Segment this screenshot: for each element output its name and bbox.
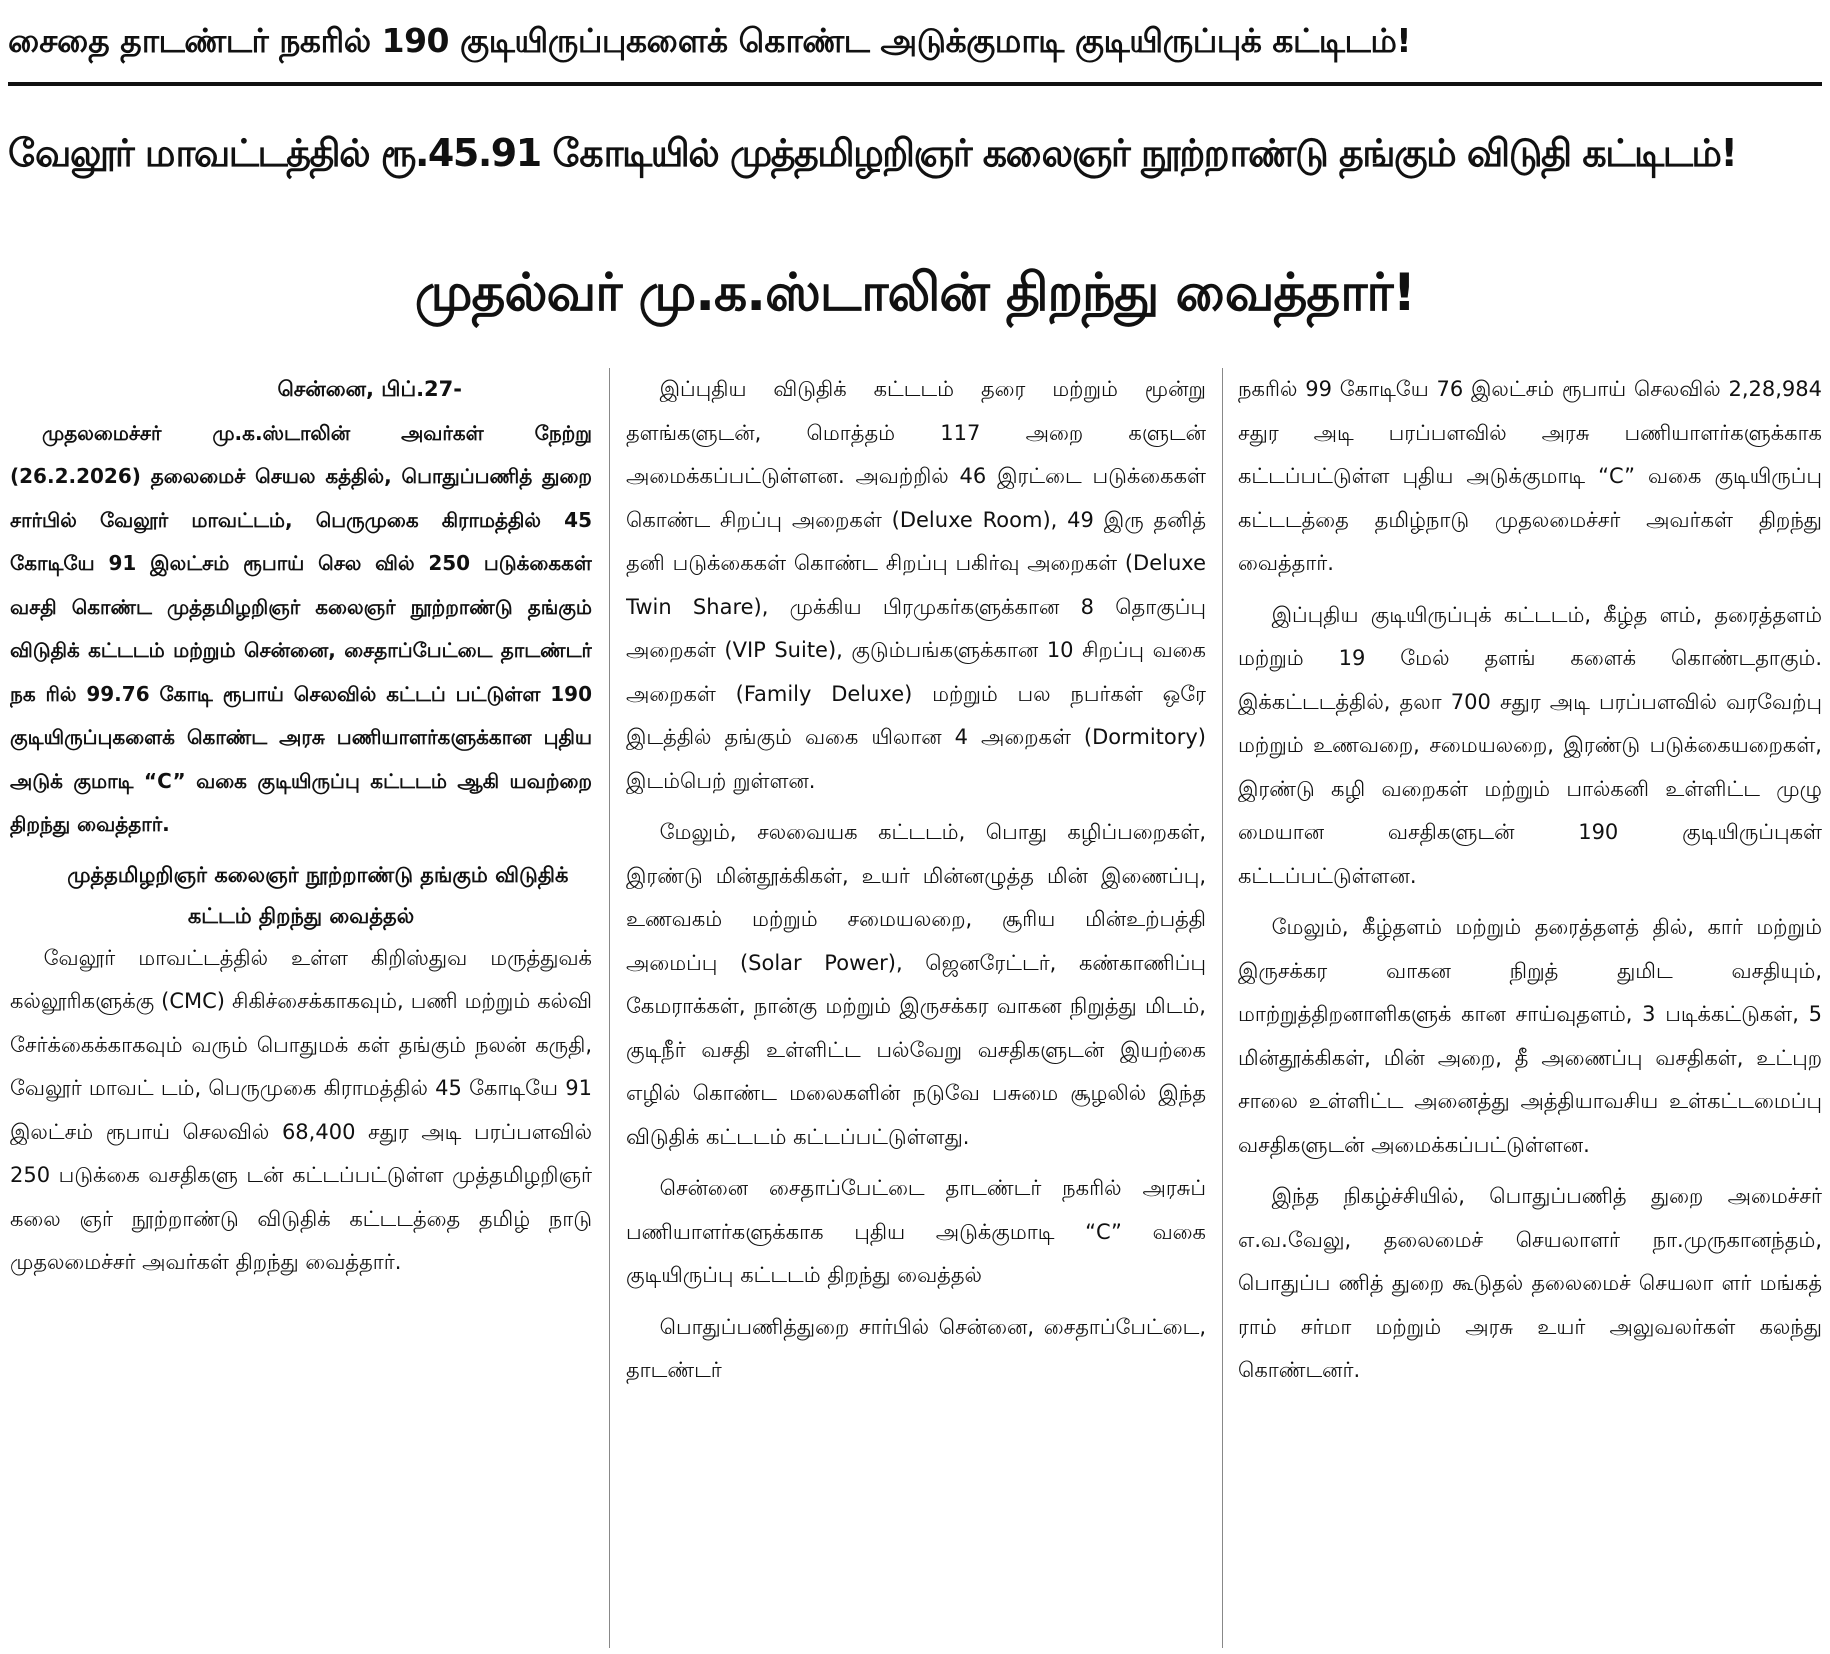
main-headline: வேலூர் மாவட்டத்தில் ரூ.45.91 கோடியில் முத்தமிழறிஞர் கலைஞர் நூற்றாண்டு தங்கும் விடுதி கட்டிடம்! (8, 131, 1737, 175)
article-paragraph: வேலூர் மாவட்டத்தில் உள்ள கிறிஸ்துவ மருத்துவக் கல்லூரிகளுக்கு (CMC) சிகிச்சைக்காகவும், பணி மற்றும் கல்வி சேர்க்கைக்காகவும் வரும் பொதுமக் கள் தங்கும் நலன் கருதி, வேலூர் மாவட் டம், பெருமுகை கிராமத்தில் 45 கோடியே 91 இலட்சம் ரூபாய் செலவில் 68,400 சதுர அடி பரப்பளவில் 250 படுக்கை வசதிகளு டன் கட்டப்பட்டுள்ள முத்தமிழறிஞர் கலை ஞர் நூற்றாண்டு விடுதிக் கட்டடத்தை தமிழ் நாடு முதலமைச்சர் அவர்கள் திறந்து வைத்தார். (10, 945, 592, 1274)
section-subhead: முத்தமிழறிஞர் கலைஞர் நூற்றாண்டு தங்கும் விடுதிக் கட்டம் திறந்து வைத்தல் (67, 862, 569, 928)
column-divider (1222, 368, 1223, 1648)
article-paragraph: பொதுப்பணித்துறை சார்பில் சென்னை, சைதாப்பேட்டை, தாடண்டர் (626, 1314, 1206, 1382)
article-column-1 (10, 368, 592, 1650)
article-paragraph: இப்புதிய குடியிருப்புக் கட்டடம், கீழ்த ளம், தரைத்தளம் மற்றும் 19 மேல் தளங் களைக் கொண்டதாகும். இக்கட்டடத்தில், தலா 700 சதுர அடி பரப்பளவில் வரவேற்பு மற்றும் உணவறை, சமையலறை, இரண்டு படுக்கையறைகள், இரண்டு கழி வறைகள் மற்றும் பால்கனி உள்ளிட்ட முழு மையான வசதிகளுடன் 190 குடியிருப்புகள் கட்டப்பட்டுள்ளன. (1238, 602, 1822, 888)
sub-headline: முதல்வர் மு.க.ஸ்டாலின் திறந்து வைத்தார்! (414, 263, 1416, 323)
article-column-3 (1238, 368, 1822, 1650)
lead-paragraph: முதலமைச்சர் மு.க.ஸ்டாலின் அவர்கள் நேற்று (26.2.2026) தலைமைச் செயல கத்தில், பொதுப்பணித் துறை சார்பில் வேலூர் மாவட்டம், பெருமுகை கிராமத்தில் 45 கோடியே 91 இலட்சம் ரூபாய் செல வில் 250 படுக்கைகள் வசதி கொண்ட முத்தமிழறிஞர் கலைஞர் நூற்றாண்டு தங்கும் விடுதிக் கட்டடம் மற்றும் சென்னை, சைதாப்பேட்டை தாடண்டர் நக ரில் 99.76 கோடி ரூபாய் செலவில் கட்டப் பட்டுள்ள 190 குடியிருப்புகளைக் கொண்ட அரசு பணியாளர்களுக்கான புதிய அடுக் குமாடி “C” வகை குடியிருப்பு கட்டடம் ஆகி யவற்றை திறந்து வைத்தார். (10, 420, 592, 836)
article-column-2 (626, 368, 1206, 1650)
article-paragraph: மேலும், சலவையக கட்டடம், பொது கழிப்பறைகள், இரண்டு மின்தூக்கிகள், உயர் மின்னழுத்த மின் இணைப்பு, உணவகம் மற்றும் சமையலறை, சூரிய மின்உற்பத்தி அமைப்பு (Solar Power), ஜெனரேட்டர், கண்காணிப்பு கேமராக்கள், நான்கு மற்றும் இருசக்கர வாகன நிறுத்து மிடம், குடிநீர் வசதி உள்ளிட்ட பல்வேறு வசதிகளுடன் இயற்கை எழில் கொண்ட மலைகளின் நடுவே பசுமை சூழலில் இந்த விடுதிக் கட்டடம் கட்டப்பட்டுள்ளது. (626, 820, 1206, 1149)
section-subhead-2: சென்னை சைதாப்பேட்டை தாடண்டர் நகரில் அரசுப் பணியாளர்களுக்காக புதிய அடுக்குமாடி “C” வகை குடியிருப்பு கட்டடம் திறந்து வைத்தல் (626, 1176, 1206, 1287)
article-paragraph: நகரில் 99 கோடியே 76 இலட்சம் ரூபாய் செலவில் 2,28,984 சதுர அடி பரப்பளவில் அரசு பணியாளர்களுக்காக கட்டப்பட்டுள்ள புதிய அடுக்குமாடி “C” வகை குடியிருப்பு கட்டடத்தை தமிழ்நாடு முதலமைச்சர் அவர்கள் திறந்து வைத்தார். (1238, 377, 1822, 575)
top-headline: சைதை தாடண்டர் நகரில் 190 குடியிருப்புகளைக் கொண்ட அடுக்குமாடி குடியிருப்புக் கட்டிடம்! (8, 6, 1822, 86)
dateline: சென்னை, பிப்.27- (277, 377, 462, 401)
article-paragraph: இந்த நிகழ்ச்சியில், பொதுப்பணித் துறை அமைச்சர் எ.வ.வேலு, தலைமைச் செயலாளர் நா.முருகானந்தம், பொதுப்ப ணித் துறை கூடுதல் தலைமைச் செயலா ளர் மங்கத் ராம் சர்மா மற்றும் அரசு உயர் அலுவலர்கள் கலந்து கொண்டனர். (1238, 1184, 1822, 1382)
article-paragraph: இப்புதிய விடுதிக் கட்டடம் தரை மற்றும் மூன்று தளங்களுடன், மொத்தம் 117 அறை களுடன் அமைக்கப்பட்டுள்ளன. அவற்றில் 46 இரட்டை படுக்கைகள் கொண்ட சிறப்பு அறைகள் (Deluxe Room), 49 இரு தனித் தனி படுக்கைகள் கொண்ட சிறப்பு பகிர்வு அறைகள் (Deluxe Twin Share), முக்கிய பிரமுகர்களுக்கான 8 தொகுப்பு அறைகள் (VIP Suite), குடும்பங்களுக்கான 10 சிறப்பு வகை அறைகள் (Family Deluxe) மற்றும் பல நபர்கள் ஒரே இடத்தில் தங்கும் வகை யிலான 4 அறைகள் (Dormitory) இடம்பெற் றுள்ளன. (626, 377, 1206, 793)
article-paragraph: மேலும், கீழ்தளம் மற்றும் தரைத்தளத் தில், கார் மற்றும் இருசக்கர வாகன நிறுத் துமிட வசதியும், மாற்றுத்திறனாளிகளுக் கான சாய்வுதளம், 3 படிக்கட்டுகள், 5 மின்தூக்கிகள், மின் அறை, தீ அணைப்பு வசதிகள், உட்புற சாலை உள்ளிட்ட அனைத்து அத்தியாவசிய உள்கட்டமைப்பு வசதிகளுடன் அமைக்கப்பட்டுள்ளன. (1238, 915, 1822, 1157)
column-divider (609, 368, 610, 1648)
